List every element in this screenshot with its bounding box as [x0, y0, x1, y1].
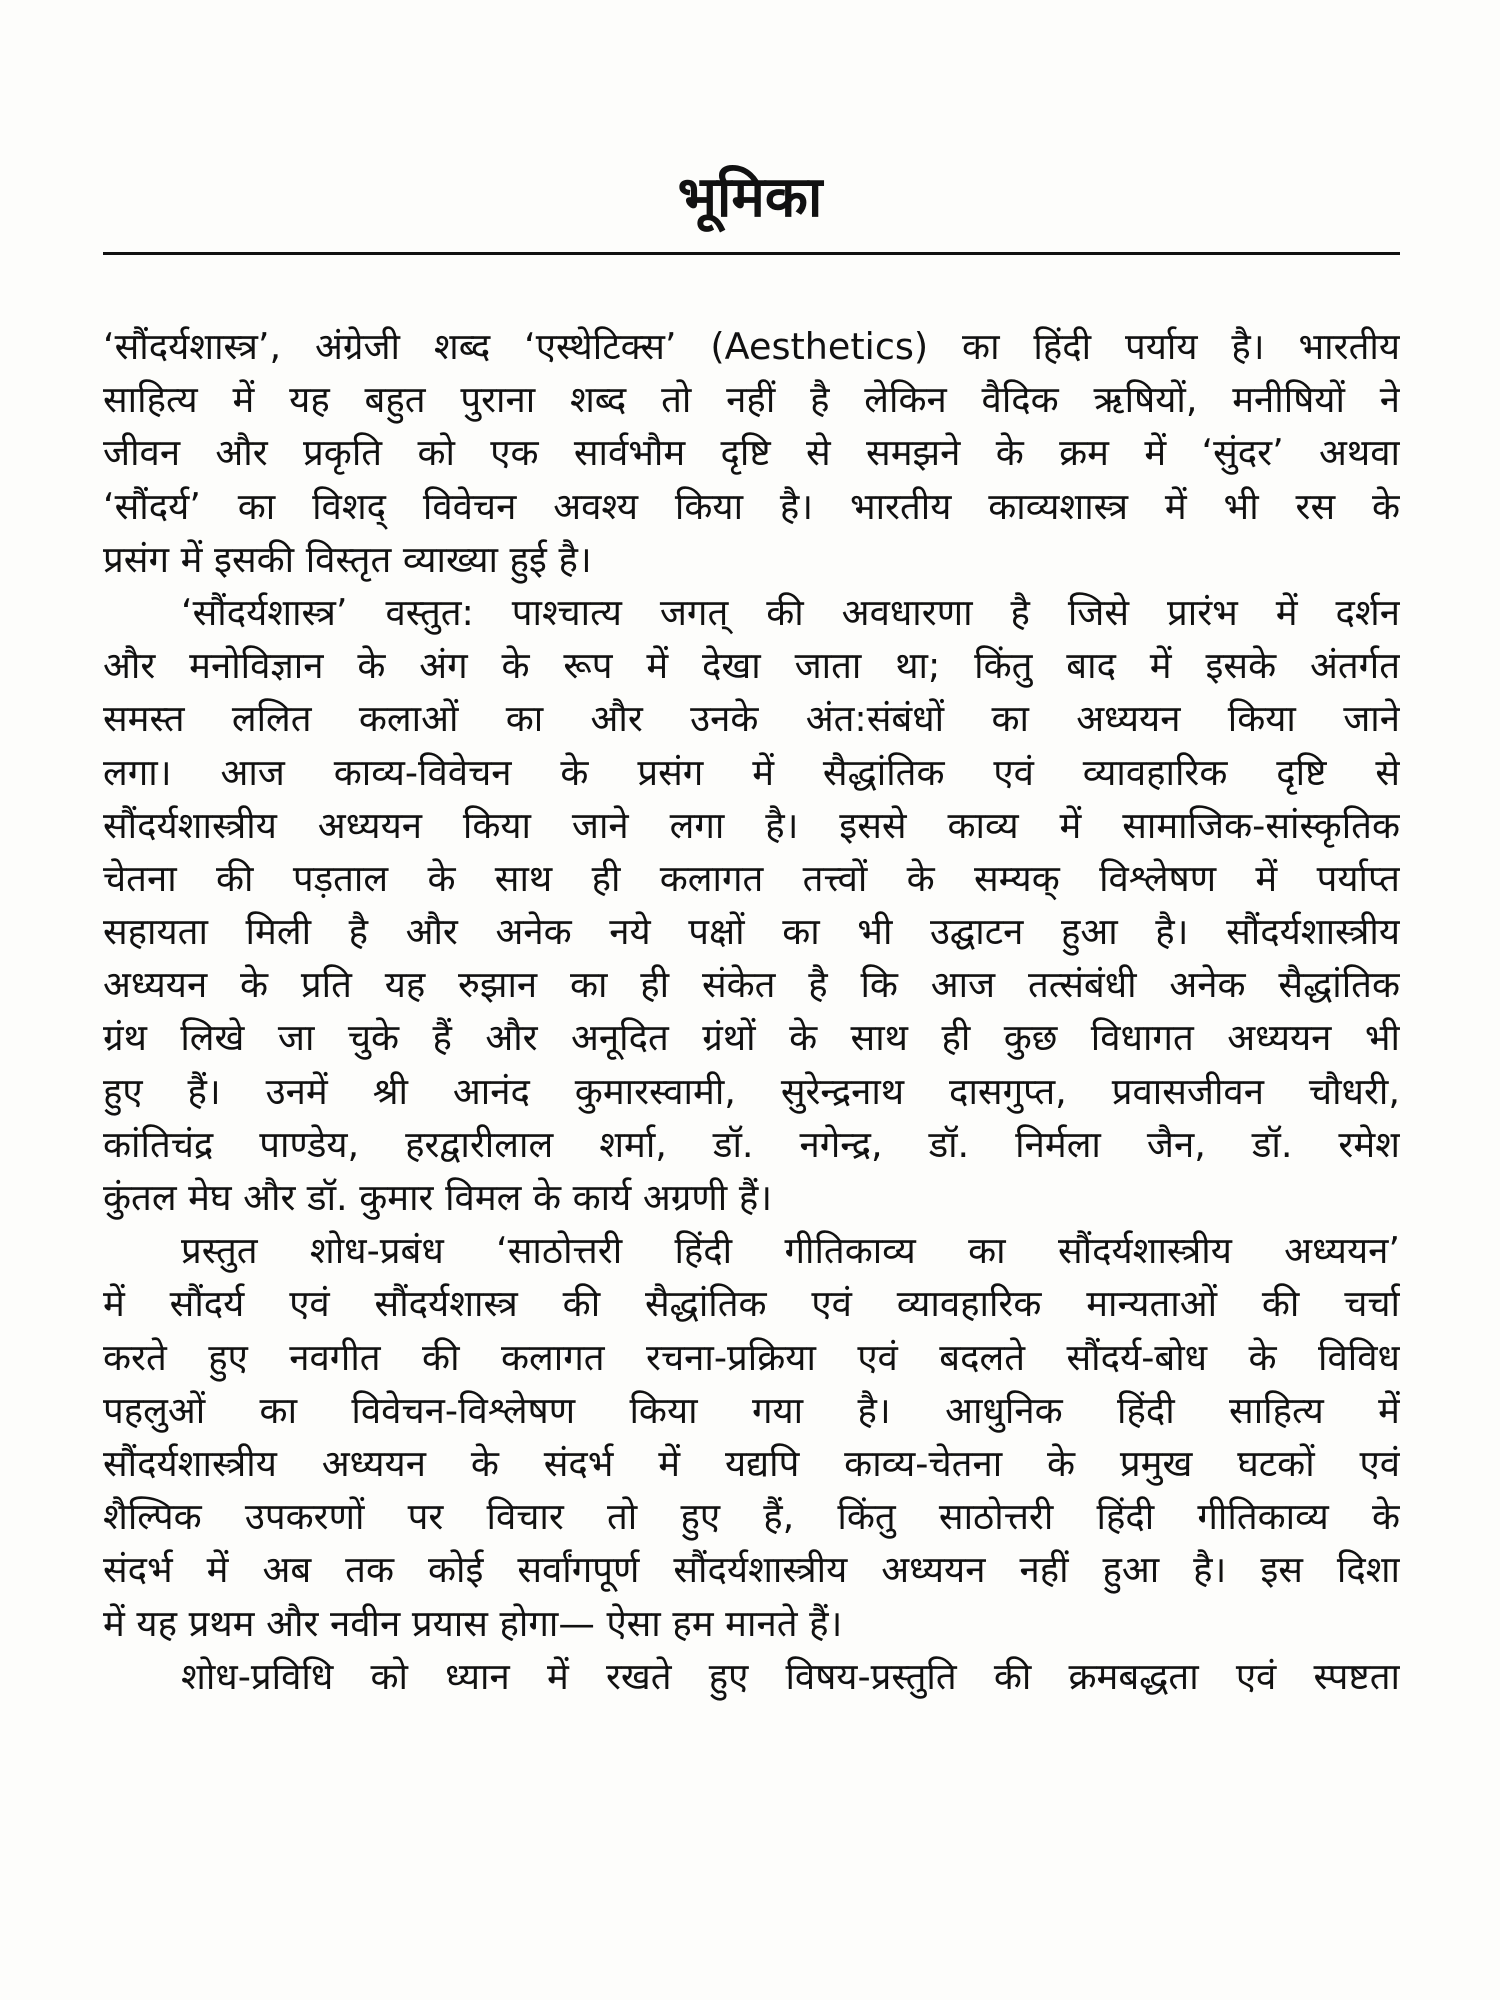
text-line: करते हुए नवगीत की कलागत रचना-प्रक्रिया एवं बदलते सौंदर्य-बोध के विविध: [103, 1335, 1400, 1379]
text-line: ‘सौंदर्यशास्त्र’, अंग्रेजी शब्द ‘एस्थेटिक्स’ (Aesthetics) का हिंदी पर्याय है। भारतीय: [103, 325, 1400, 368]
text-line: प्रसंग में इसकी विस्तृत व्याख्या हुई है।: [103, 537, 592, 581]
text-line: साहित्य में यह बहुत पुराना शब्द तो नहीं है लेकिन वैदिक ऋषियों, मनीषियों ने: [103, 378, 1400, 422]
text-line: सहायता मिली है और अनेक नये पक्षों का भी उद्घाटन हुआ है। सौंदर्यशास्त्रीय: [103, 910, 1400, 954]
body-text: [103, 320, 1400, 1703]
text-line: में सौंदर्य एवं सौंदर्यशास्त्र की सैद्धांतिक एवं व्यावहारिक मान्यताओं की चर्चा: [103, 1282, 1400, 1326]
text-line: और मनोविज्ञान के अंग के रूप में देखा जाता था; किंतु बाद में इसके अंतर्गत: [103, 644, 1400, 688]
paragraph-1: [103, 320, 1400, 586]
text-line: ग्रंथ लिखे जा चुके हैं और अनूदित ग्रंथों के साथ ही कुछ विधागत अध्ययन भी: [103, 1016, 1400, 1060]
text-line: में यह प्रथम और नवीन प्रयास होगा— ऐसा हम मानते हैं।: [103, 1601, 843, 1645]
title-divider: [103, 252, 1400, 255]
text-line: कांतिचंद्र पाण्डेय, हरद्वारीलाल शर्मा, डॉ. नगेन्द्र, डॉ. निर्मला जैन, डॉ. रमेश: [103, 1122, 1400, 1166]
paragraph-4: [103, 1650, 1400, 1703]
text-line: अध्ययन के प्रति यह रुझान का ही संकेत है कि आज तत्संबंधी अनेक सैद्धांतिक: [103, 963, 1400, 1007]
text-line: सौंदर्यशास्त्रीय अध्ययन किया जाने लगा है। इससे काव्य में सामाजिक-सांस्कृतिक: [103, 803, 1400, 847]
text-line: शैल्पिक उपकरणों पर विचार तो हुए हैं, किंतु साठोत्तरी हिंदी गीतिकाव्य के: [103, 1495, 1400, 1539]
text-line: चेतना की पड़ताल के साथ ही कलागत तत्त्वों के सम्यक् विश्लेषण में पर्याप्त: [103, 856, 1400, 900]
text-line: हुए हैं। उनमें श्री आनंद कुमारस्वामी, सुरेन्द्रनाथ दासगुप्त, प्रवासजीवन चौधरी,: [103, 1069, 1400, 1113]
text-line: सौंदर्यशास्त्रीय अध्ययन के संदर्भ में यद्यपि काव्य-चेतना के प्रमुख घटकों एवं: [103, 1441, 1400, 1485]
text-line: लगा। आज काव्य-विवेचन के प्रसंग में सैद्धांतिक एवं व्यावहारिक दृष्टि से: [103, 750, 1400, 794]
text-line: संदर्भ में अब तक कोई सर्वांगपूर्ण सौंदर्यशास्त्रीय अध्ययन नहीं हुआ है। इस दिशा: [103, 1548, 1400, 1592]
text-line: ‘सौंदर्यशास्त्र’ वस्तुत: पाश्चात्य जगत् की अवधारणा है जिसे प्रारंभ में दर्शन: [181, 590, 1400, 634]
text-line: पहलुओं का विवेचन-विश्लेषण किया गया है। आधुनिक हिंदी साहित्य में: [103, 1388, 1400, 1432]
text-line: शोध-प्रविधि को ध्यान में रखते हुए विषय-प्रस्तुति की क्रमबद्धता एवं स्पष्टता: [181, 1654, 1400, 1698]
paragraph-2: [103, 586, 1400, 1224]
text-line: जीवन और प्रकृति को एक सार्वभौम दृष्टि से समझने के क्रम में ‘सुंदर’ अथवा: [103, 431, 1400, 475]
page-title: भूमिका: [677, 165, 823, 230]
text-line: ‘सौंदर्य’ का विशद् विवेचन अवश्य किया है। भारतीय काव्यशास्त्र में भी रस के: [103, 484, 1400, 528]
text-line: समस्त ललित कलाओं का और उनके अंत:संबंधों का अध्ययन किया जाने: [103, 697, 1400, 741]
paragraph-3: [103, 1224, 1400, 1650]
text-line: प्रस्तुत शोध-प्रबंध ‘साठोत्तरी हिंदी गीतिकाव्य का सौंदर्यशास्त्रीय अध्ययन’: [181, 1229, 1400, 1273]
text-line: कुंतल मेघ और डॉ. कुमार विमल के कार्य अग्रणी हैं।: [103, 1176, 773, 1219]
